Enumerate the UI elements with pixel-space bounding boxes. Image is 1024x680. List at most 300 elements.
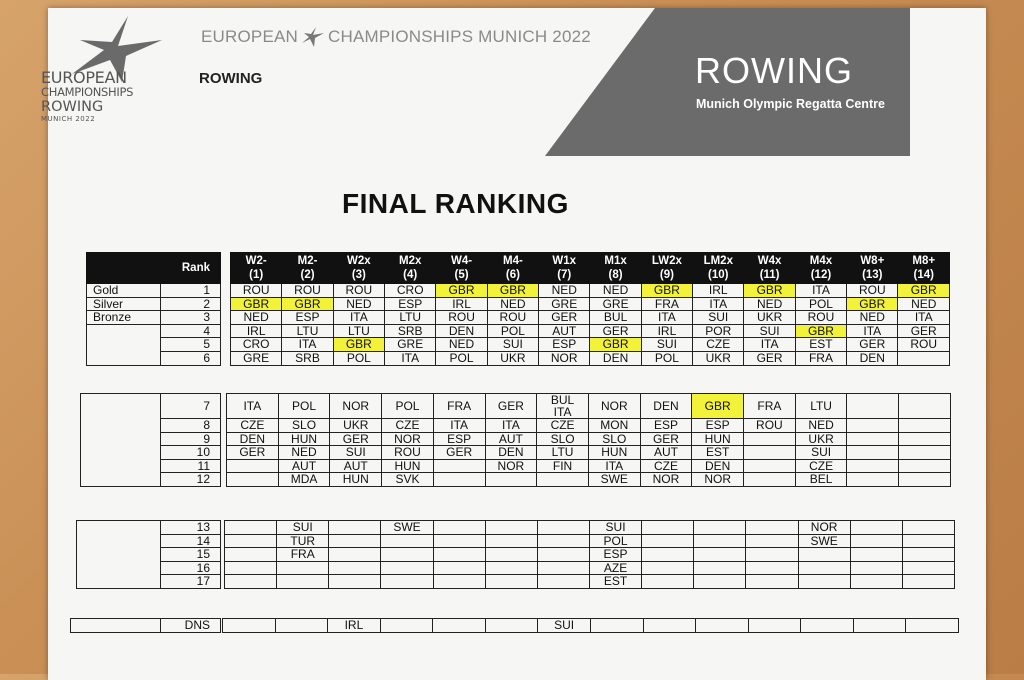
medal-label: Bronze xyxy=(87,311,161,325)
result-row xyxy=(225,575,955,589)
result-cell: ROU xyxy=(282,284,333,298)
event-header xyxy=(847,253,898,284)
result-cell: EST xyxy=(589,575,641,589)
result-cell: ROU xyxy=(795,311,846,325)
result-cell: GER xyxy=(433,446,485,460)
result-cell: ITA xyxy=(333,311,384,325)
medal-label: Silver xyxy=(87,297,161,311)
result-cell xyxy=(847,432,899,446)
result-cell: SRB xyxy=(282,351,333,365)
logo-line-2: CHAMPIONSHIPS xyxy=(41,85,134,99)
result-cell xyxy=(746,548,798,562)
event-header xyxy=(436,253,487,284)
event-header xyxy=(898,253,950,284)
result-cell: LTU xyxy=(537,446,589,460)
blank-cell xyxy=(87,338,161,352)
rank-row xyxy=(77,561,221,575)
result-cell: NOR xyxy=(539,351,590,365)
result-cell: EST xyxy=(795,338,846,352)
result-cell xyxy=(744,446,796,460)
result-cell: POL xyxy=(333,351,384,365)
result-cell xyxy=(902,548,954,562)
result-cell: LTU xyxy=(795,394,847,419)
result-cell: ROU xyxy=(382,446,434,460)
event-header xyxy=(693,253,744,284)
result-cell: NED xyxy=(795,419,847,433)
result-cell: NED xyxy=(231,311,282,325)
result-cell: GBR xyxy=(231,297,282,311)
banner-title: ROWING xyxy=(695,50,853,91)
rank-row xyxy=(77,548,221,562)
result-cell: NED xyxy=(590,284,641,298)
result-cell: DEN xyxy=(590,351,641,365)
result-cell: NOR xyxy=(382,432,434,446)
blank-cell xyxy=(77,521,161,535)
banner-venue: Munich Olympic Regatta Centre xyxy=(696,97,885,111)
result-cell: LTU xyxy=(333,324,384,338)
result-cell: NOR xyxy=(485,459,537,473)
result-cell xyxy=(275,619,328,633)
result-cell xyxy=(225,548,277,562)
result-cell xyxy=(537,561,589,575)
rank-row xyxy=(87,324,221,338)
event-name: W4- xyxy=(451,255,473,267)
result-cell: ITA xyxy=(433,419,485,433)
result-cell xyxy=(642,575,694,589)
result-cell: IRL xyxy=(436,297,487,311)
event-number: (11) xyxy=(759,269,780,281)
championship-header xyxy=(201,27,591,47)
event-header xyxy=(231,253,282,284)
result-cell xyxy=(277,575,329,589)
event-header xyxy=(333,253,384,284)
event-header xyxy=(795,253,846,284)
result-cell xyxy=(485,534,537,548)
result-row xyxy=(231,338,950,352)
results-table-7-12 xyxy=(226,393,951,487)
event-name: LW2x xyxy=(651,255,682,267)
result-cell: AUT xyxy=(539,324,590,338)
logo-line-1: EUROPEAN xyxy=(41,68,127,87)
result-cell xyxy=(329,534,381,548)
result-cell: BUL xyxy=(590,311,641,325)
result-cell: SRB xyxy=(385,324,436,338)
event-name: M2- xyxy=(297,255,318,267)
result-cell: BEL xyxy=(795,473,847,487)
result-cell xyxy=(694,521,746,535)
event-name: M4- xyxy=(502,255,523,267)
result-cell: UKR xyxy=(330,419,382,433)
result-cell: SWE xyxy=(588,473,640,487)
rank-row xyxy=(87,351,221,365)
result-cell: POL xyxy=(487,324,538,338)
event-number: (5) xyxy=(454,269,469,281)
result-cell xyxy=(485,548,537,562)
result-cell: ITA xyxy=(485,419,537,433)
rank-row xyxy=(77,521,221,535)
result-cell xyxy=(850,561,902,575)
result-cell xyxy=(847,446,899,460)
rank-row xyxy=(81,473,221,487)
result-cell: GER xyxy=(539,311,590,325)
result-cell: EST xyxy=(692,446,744,460)
result-cell: ESP xyxy=(433,432,485,446)
result-cell xyxy=(225,575,277,589)
rank-number: 3 xyxy=(161,311,221,325)
result-cell xyxy=(850,575,902,589)
result-cell xyxy=(537,575,589,589)
result-cell: ITA xyxy=(227,394,279,419)
event-number: (1) xyxy=(249,269,264,281)
result-cell xyxy=(899,473,951,487)
result-cell xyxy=(433,548,485,562)
result-cell xyxy=(899,432,951,446)
event-header-row xyxy=(231,253,950,284)
result-cell: NOR xyxy=(330,394,382,419)
rank-number: 5 xyxy=(161,338,221,352)
result-cell: FRA xyxy=(641,297,692,311)
result-cell: ESP xyxy=(385,297,436,311)
result-cell: ESP xyxy=(640,419,692,433)
event-number: (6) xyxy=(505,269,520,281)
result-cell: HUN xyxy=(330,473,382,487)
result-cell: POL xyxy=(641,351,692,365)
result-cell: ROU xyxy=(744,419,796,433)
rank-number: 13 xyxy=(161,521,221,535)
result-cell: GER xyxy=(898,324,950,338)
result-cell xyxy=(485,619,538,633)
result-cell: DEN xyxy=(485,446,537,460)
result-cell: FRA xyxy=(795,351,846,365)
result-cell: CZE xyxy=(227,419,279,433)
result-cell: ROU xyxy=(436,311,487,325)
result-cell xyxy=(381,561,433,575)
result-cell xyxy=(798,561,850,575)
blank-cell xyxy=(81,394,161,419)
event-name: W1x xyxy=(552,255,577,267)
result-cell xyxy=(329,548,381,562)
result-row xyxy=(227,473,951,487)
result-cell: NED xyxy=(487,297,538,311)
event-name: M4x xyxy=(809,255,833,267)
result-cell: MON xyxy=(588,419,640,433)
result-cell xyxy=(694,548,746,562)
result-cell xyxy=(225,521,277,535)
result-cell: HUN xyxy=(588,446,640,460)
result-cell: DEN xyxy=(227,432,279,446)
result-cell: DEN xyxy=(692,459,744,473)
result-cell xyxy=(798,575,850,589)
result-cell xyxy=(329,521,381,535)
result-cell xyxy=(902,521,954,535)
rank-number: 10 xyxy=(161,446,221,460)
result-cell: CZE xyxy=(382,419,434,433)
result-cell xyxy=(798,548,850,562)
result-cell: ROU xyxy=(333,284,384,298)
blank-cell xyxy=(77,575,161,589)
results-table-top6 xyxy=(230,252,950,366)
result-cell: ITA xyxy=(641,311,692,325)
result-cell: IRL xyxy=(328,619,381,633)
rank-number: 12 xyxy=(161,473,221,487)
result-cell: NED xyxy=(744,297,795,311)
result-cell: UKR xyxy=(744,311,795,325)
result-cell: DEN xyxy=(847,351,898,365)
blank-cell xyxy=(81,432,161,446)
rank-row xyxy=(81,394,221,419)
event-name: W2- xyxy=(245,255,267,267)
result-cell xyxy=(380,619,433,633)
result-cell xyxy=(537,394,589,419)
result-cell xyxy=(850,548,902,562)
rank-number: 9 xyxy=(161,432,221,446)
rank-number: 16 xyxy=(161,561,221,575)
result-row xyxy=(231,324,950,338)
result-row xyxy=(227,432,951,446)
result-cell: GBR xyxy=(692,394,744,419)
result-cell xyxy=(694,561,746,575)
result-cell: ESP xyxy=(692,419,744,433)
result-cell: UKR xyxy=(795,432,847,446)
rank-row xyxy=(81,419,221,433)
event-header xyxy=(539,253,590,284)
medal-rank-table xyxy=(86,252,221,366)
result-cell: GER xyxy=(227,446,279,460)
result-cell: POR xyxy=(693,324,744,338)
result-cell: GBR xyxy=(744,284,795,298)
result-cell: GER xyxy=(330,432,382,446)
event-number: (2) xyxy=(300,269,315,281)
result-cell: DEN xyxy=(640,394,692,419)
event-name: W4x xyxy=(757,255,782,267)
result-cell xyxy=(225,561,277,575)
result-cell xyxy=(906,619,959,633)
result-cell: SUI xyxy=(538,619,591,633)
result-cell: HUN xyxy=(278,432,330,446)
dns-result-row xyxy=(223,619,959,633)
result-cell xyxy=(485,575,537,589)
result-cell: GER xyxy=(744,351,795,365)
result-cell: AUT xyxy=(278,459,330,473)
result-cell: GER xyxy=(590,324,641,338)
result-cell: SWE xyxy=(381,521,433,535)
result-cell xyxy=(642,534,694,548)
rank-table-13-17 xyxy=(76,520,221,589)
result-cell: CRO xyxy=(385,284,436,298)
result-cell xyxy=(902,534,954,548)
result-cell: GER xyxy=(485,394,537,419)
result-cell xyxy=(485,521,537,535)
result-cell: FIN xyxy=(537,459,589,473)
result-cell: FRA xyxy=(277,548,329,562)
result-cell xyxy=(853,619,906,633)
header-blank xyxy=(87,253,161,284)
result-cell: GER xyxy=(847,338,898,352)
header-left: EUROPEAN xyxy=(201,27,299,46)
rank-number: 14 xyxy=(161,534,221,548)
result-cell xyxy=(433,619,486,633)
result-cell: ESP xyxy=(589,548,641,562)
result-cell xyxy=(590,619,643,633)
blank-cell xyxy=(81,459,161,473)
blank-cell xyxy=(87,351,161,365)
result-cell: CZE xyxy=(537,419,589,433)
result-row xyxy=(225,561,955,575)
result-cell xyxy=(642,521,694,535)
result-cell: SUI xyxy=(277,521,329,535)
result-cell: IRL xyxy=(641,324,692,338)
result-cell: NOR xyxy=(640,473,692,487)
result-cell: GBR xyxy=(641,284,692,298)
blank-cell xyxy=(77,534,161,548)
sport-label: ROWING xyxy=(199,70,263,87)
result-cell xyxy=(643,619,696,633)
dns-label: DNS xyxy=(161,619,221,633)
result-cell: POL xyxy=(795,297,846,311)
result-cell: POL xyxy=(382,394,434,419)
event-name: W8+ xyxy=(860,255,885,267)
rank-header: Rank xyxy=(161,253,221,284)
event-number: (7) xyxy=(557,269,572,281)
result-cell: GBR xyxy=(333,338,384,352)
result-cell: SUI xyxy=(487,338,538,352)
result-cell xyxy=(381,575,433,589)
result-cell: IRL xyxy=(693,284,744,298)
result-cell: GRE xyxy=(385,338,436,352)
result-cell: ROU xyxy=(487,311,538,325)
result-cell: ROU xyxy=(847,284,898,298)
rank-number: 17 xyxy=(161,575,221,589)
event-header xyxy=(744,253,795,284)
result-cell: ITA xyxy=(847,324,898,338)
event-logo xyxy=(41,70,133,123)
result-cell: LTU xyxy=(385,311,436,325)
result-cell: AUT xyxy=(640,446,692,460)
event-number: (10) xyxy=(708,269,729,281)
result-cell xyxy=(850,534,902,548)
result-cell xyxy=(902,561,954,575)
rank-number: 1 xyxy=(161,284,221,298)
result-cell: NED xyxy=(436,338,487,352)
result-cell xyxy=(537,473,589,487)
result-cell xyxy=(277,561,329,575)
event-number: (8) xyxy=(608,269,623,281)
event-number: (9) xyxy=(659,269,674,281)
event-header xyxy=(282,253,333,284)
result-cell xyxy=(902,575,954,589)
rank-number: 8 xyxy=(161,419,221,433)
result-cell: SUI xyxy=(795,446,847,460)
result-cell: LTU xyxy=(282,324,333,338)
result-cell: NOR xyxy=(588,394,640,419)
result-cell xyxy=(433,534,485,548)
result-cell: NED xyxy=(278,446,330,460)
result-cell xyxy=(744,432,796,446)
result-cell xyxy=(746,534,798,548)
result-cell: GBR xyxy=(847,297,898,311)
event-name: M8+ xyxy=(912,255,936,267)
result-cell xyxy=(485,473,537,487)
result-row xyxy=(227,459,951,473)
event-name: M2x xyxy=(399,255,422,267)
logo-line-3: ROWING xyxy=(41,98,104,115)
result-cell: SUI xyxy=(744,324,795,338)
result-cell: GRE xyxy=(539,297,590,311)
result-cell xyxy=(329,575,381,589)
result-cell: ROU xyxy=(898,338,950,352)
rank-row xyxy=(87,297,221,311)
result-cell: UKR xyxy=(487,351,538,365)
result-cell: GBR xyxy=(898,284,950,298)
event-number: (14) xyxy=(913,269,934,281)
result-cell: ITA xyxy=(898,311,950,325)
result-cell xyxy=(225,534,277,548)
event-name: LM2x xyxy=(703,255,733,267)
result-cell: SUI xyxy=(589,521,641,535)
result-cell: NOR xyxy=(692,473,744,487)
result-cell xyxy=(746,521,798,535)
result-row xyxy=(227,394,951,419)
result-cell: ITA xyxy=(282,338,333,352)
result-cell: MDA xyxy=(278,473,330,487)
result-cell: GBR xyxy=(436,284,487,298)
result-cell xyxy=(847,419,899,433)
results-table-dns xyxy=(222,618,959,633)
result-cell: GBR xyxy=(795,324,846,338)
result-cell: SUI xyxy=(693,311,744,325)
result-row xyxy=(225,534,955,548)
result-cell xyxy=(381,548,433,562)
result-cell: GBR xyxy=(282,297,333,311)
result-cell xyxy=(227,459,279,473)
result-cell xyxy=(847,459,899,473)
blank-cell xyxy=(81,473,161,487)
result-cell xyxy=(433,575,485,589)
result-row xyxy=(231,351,950,365)
result-cell: POL xyxy=(278,394,330,419)
result-cell xyxy=(746,575,798,589)
result-row xyxy=(225,521,955,535)
event-name: M1x xyxy=(604,255,627,267)
rank-row xyxy=(87,284,221,298)
result-cell xyxy=(899,394,951,419)
result-cell xyxy=(850,521,902,535)
result-cell xyxy=(694,534,746,548)
result-cell xyxy=(433,561,485,575)
result-cell xyxy=(433,521,485,535)
result-cell xyxy=(433,459,485,473)
result-cell xyxy=(329,561,381,575)
result-cell: ESP xyxy=(539,338,590,352)
result-cell: POL xyxy=(589,534,641,548)
result-cell xyxy=(537,521,589,535)
result-cell: AZE xyxy=(589,561,641,575)
rank-row xyxy=(87,338,221,352)
result-cell: GRE xyxy=(231,351,282,365)
header-right: CHAMPIONSHIPS MUNICH 2022 xyxy=(328,27,591,46)
result-cell xyxy=(642,561,694,575)
result-row xyxy=(225,548,955,562)
event-name: W2x xyxy=(347,255,371,267)
result-cell: SUI xyxy=(330,446,382,460)
result-cell xyxy=(744,459,796,473)
event-header xyxy=(590,253,641,284)
result-cell xyxy=(537,534,589,548)
result-cell xyxy=(899,419,951,433)
result-cell xyxy=(899,446,951,460)
rank-number: 11 xyxy=(161,459,221,473)
rank-row xyxy=(81,446,221,460)
